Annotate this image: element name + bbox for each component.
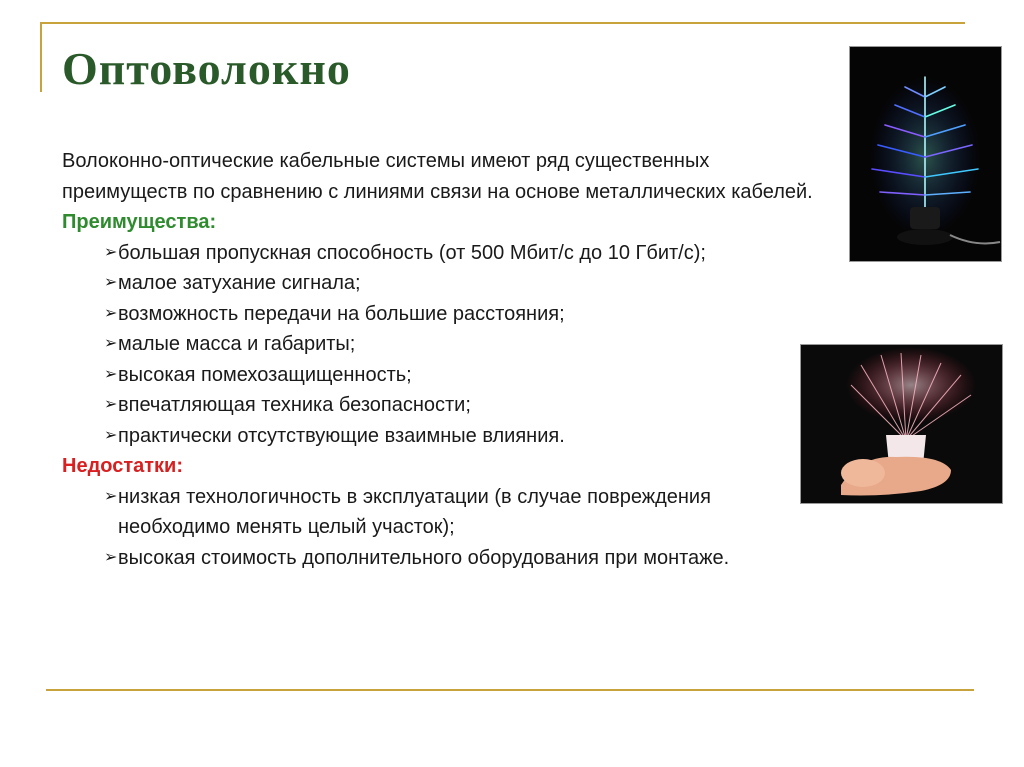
advantages-list bbox=[62, 238, 822, 452]
fiber-bundle-hand-icon bbox=[801, 345, 1002, 503]
frame-bottom-line bbox=[46, 689, 974, 691]
arrow-bullet-icon: ➢ bbox=[104, 243, 118, 261]
slide-content bbox=[62, 146, 822, 573]
list-item: ➢ большая пропускная способность (от 500 Мбит/с до 10 Гбит/с); bbox=[104, 238, 822, 269]
fiber-optic-bundle-photo bbox=[800, 344, 1003, 504]
arrow-bullet-icon: ➢ bbox=[104, 335, 118, 352]
list-item: ➢ низкая технологичность в эксплуатации (в случае повреждения необходимо менять целый участок); bbox=[104, 482, 822, 543]
arrow-bullet-icon: ➢ bbox=[104, 396, 118, 413]
slide-title: Оптоволокно bbox=[62, 43, 351, 94]
arrow-bullet-icon: ➢ bbox=[104, 274, 118, 291]
advantages-heading: Преимущества: bbox=[62, 211, 217, 233]
fiber-optic-tree-icon bbox=[850, 47, 1001, 261]
list-item: ➢ возможность передачи на большие расстояния; bbox=[104, 299, 822, 330]
disadvantages-heading: Недостатки: bbox=[62, 455, 184, 477]
arrow-bullet-icon: ➢ bbox=[104, 304, 118, 322]
arrow-bullet-icon: ➢ bbox=[104, 548, 118, 566]
disadvantages-list bbox=[62, 482, 822, 574]
frame-top-line bbox=[40, 22, 965, 24]
list-item: ➢ практически отсутствующие взаимные влияния. bbox=[104, 421, 822, 452]
arrow-bullet-icon: ➢ bbox=[104, 426, 118, 444]
arrow-bullet-icon: ➢ bbox=[104, 487, 118, 505]
list-item: ➢ высокая стоимость дополнительного оборудования при монтаже. bbox=[104, 543, 822, 574]
list-item: ➢ высокая помехозащищенность; bbox=[104, 360, 822, 391]
fiber-optic-tree-photo bbox=[849, 46, 1002, 262]
list-item: ➢ впечатляющая техника безопасности; bbox=[104, 390, 822, 421]
arrow-bullet-icon: ➢ bbox=[104, 365, 118, 383]
list-item: ➢ малые масса и габариты; bbox=[104, 329, 822, 360]
intro-paragraph: Волоконно-оптические кабельные системы имеют ряд существенных преимуществ по сравнению с линиями связи на основе металлических кабелей. bbox=[62, 150, 813, 203]
list-item: ➢ малое затухание сигнала; bbox=[104, 268, 822, 299]
frame-left-line bbox=[40, 22, 42, 92]
